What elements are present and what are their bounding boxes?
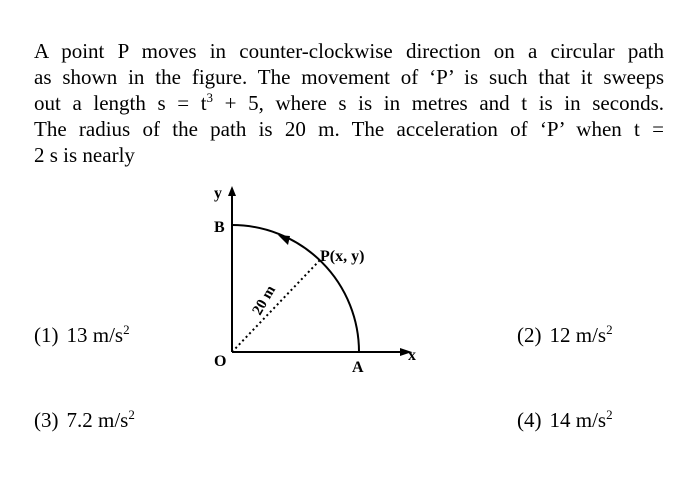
question-line-3-end: + 5, where s is in metres and t is in seconds. — [213, 91, 664, 115]
point-b-label: B — [214, 219, 225, 236]
question-line-5: 2 s is nearly — [34, 143, 135, 167]
option-4[interactable] — [517, 407, 613, 433]
question-line-3-start: out a length s = t — [34, 91, 207, 115]
option-3-exponent: 2 — [128, 407, 135, 422]
y-axis-label: y — [214, 185, 222, 202]
question-line-4: The radius of the path is 20 m. The acceleration of ‘P’ when t = — [34, 117, 664, 141]
radius-label: 20 m — [249, 282, 280, 318]
question-text — [34, 38, 664, 168]
radius-line — [232, 260, 320, 352]
x-axis-label: x — [408, 347, 416, 364]
option-2[interactable] — [517, 322, 613, 348]
circular-path-figure — [190, 180, 450, 380]
point-p-label: P(x, y) — [320, 248, 365, 265]
option-4-exponent: 2 — [606, 407, 613, 422]
option-1-exponent: 2 — [123, 322, 130, 337]
option-2-exponent: 2 — [606, 322, 613, 337]
option-3-number: (3) — [34, 408, 59, 432]
counter-clockwise-arrow-icon — [278, 235, 290, 245]
option-1-value: 13 m/s — [66, 323, 124, 347]
option-4-value: 14 m/s — [549, 408, 607, 432]
option-2-number: (2) — [517, 323, 542, 347]
option-3[interactable] — [34, 407, 135, 433]
question-line-2: as shown in the figure. The movement of ‘P’ is such that it sweeps — [34, 65, 664, 89]
option-4-number: (4) — [517, 408, 542, 432]
question-line-3 — [34, 90, 664, 116]
option-1-number: (1) — [34, 323, 59, 347]
option-2-value: 12 m/s — [549, 323, 607, 347]
option-3-value: 7.2 m/s — [66, 408, 129, 432]
y-axis-arrow-icon — [228, 186, 236, 196]
question-line-1: A point P moves in counter-clockwise direction on a circular path — [34, 39, 664, 63]
origin-label: O — [214, 353, 227, 370]
option-1[interactable] — [34, 322, 130, 348]
cube-exponent: 3 — [206, 90, 214, 105]
point-a-label: A — [352, 359, 364, 376]
